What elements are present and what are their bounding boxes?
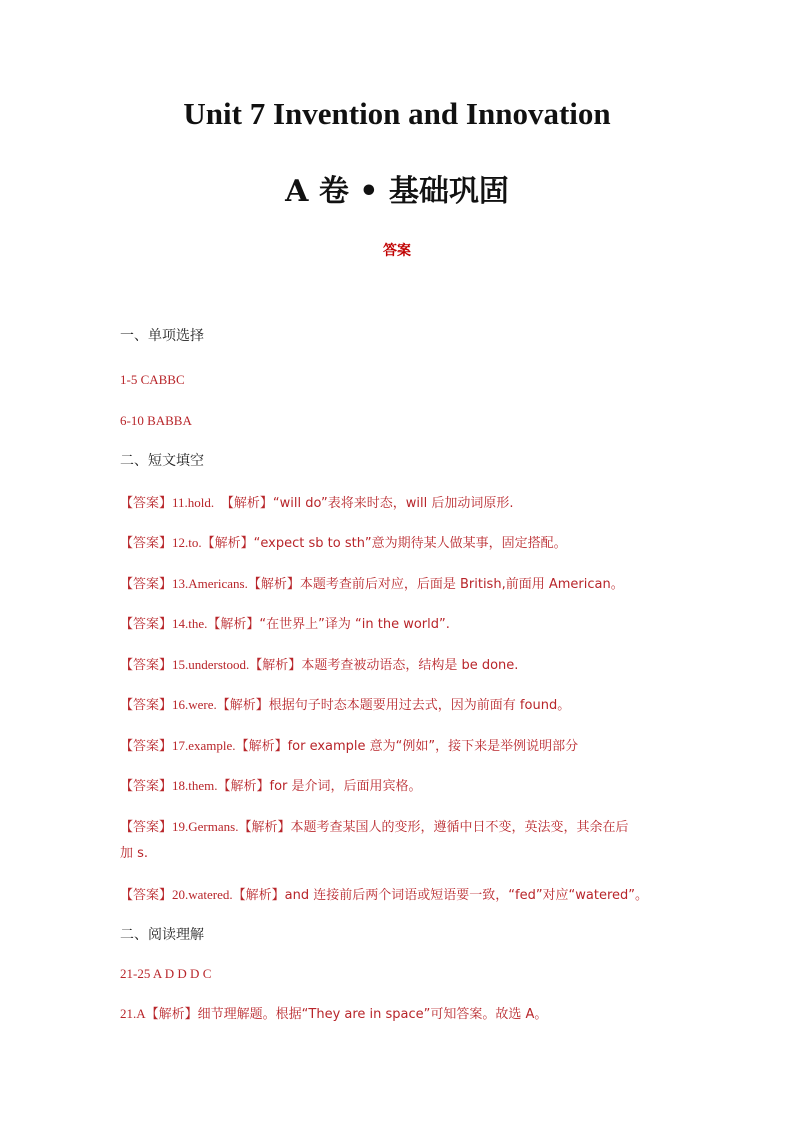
answer-tag: 【答案】 bbox=[120, 577, 173, 592]
answer-tag: 【答案】 bbox=[120, 617, 173, 632]
answer-item-14 bbox=[120, 610, 680, 638]
answer-item-19 bbox=[120, 813, 680, 841]
document-title: Unit 7 Invention and Innovation bbox=[183, 96, 611, 131]
answer-number: 15.understood. bbox=[172, 657, 250, 672]
analysis-tag: 【解析】 bbox=[220, 496, 273, 511]
answer-tag: 【答案】 bbox=[120, 888, 173, 903]
answer-tag: 【答案】 bbox=[120, 820, 173, 835]
analysis-text: “will do”表将来时态，will 后加动词原形. bbox=[272, 496, 514, 511]
analysis-text: 本题考查前后对应，后面是 British,前面用 American。 bbox=[299, 577, 624, 592]
answer-item-19-continued: 加 s. bbox=[120, 846, 149, 861]
analysis-text: for example 意为“例如”，接下来是举例说明部分 bbox=[287, 739, 579, 754]
answer-number: 14.the. bbox=[172, 616, 208, 631]
analysis-tag: 【解析】 bbox=[249, 658, 302, 673]
analysis-tag: 【解析】 bbox=[145, 1007, 198, 1022]
answer-number: 17.example. bbox=[172, 738, 236, 753]
answer-tag: 【答案】 bbox=[120, 496, 173, 511]
answer-line-6-10: 6-10 BABBA bbox=[120, 413, 192, 428]
answer-item-11 bbox=[120, 489, 680, 517]
analysis-text: 根据句子时态本题要用过去式，因为前面有 found。 bbox=[268, 698, 571, 713]
answer-line-1-5: 1-5 CABBC bbox=[120, 372, 185, 387]
answer-item-20 bbox=[120, 881, 680, 909]
analysis-text: for 是介词，后面用宾格。 bbox=[269, 779, 422, 794]
analysis-text: “expect sb to sth”意为期待某人做某事，固定搭配。 bbox=[253, 536, 567, 551]
answer-item-17 bbox=[120, 732, 680, 760]
answer-number: 19.Germans. bbox=[172, 819, 239, 834]
document-subtitle: A 卷 • 基础巩固 bbox=[285, 174, 509, 209]
analysis-tag: 【解析】 bbox=[235, 739, 288, 754]
analysis-text: and 连接前后两个词语或短语要一致，“fed”对应“watered”。 bbox=[284, 888, 649, 903]
section-heading-multiple-choice: 一、单项选择 bbox=[120, 328, 204, 344]
answer-number: 13.Americans. bbox=[172, 576, 248, 591]
answer-number: 21.A bbox=[120, 1006, 146, 1021]
analysis-tag: 【解析】 bbox=[217, 779, 270, 794]
analysis-tag: 【解析】 bbox=[207, 617, 260, 632]
answer-item-12 bbox=[120, 529, 680, 557]
answer-tag: 【答案】 bbox=[120, 698, 173, 713]
answer-number: 11.hold. bbox=[172, 495, 215, 510]
answer-item-15 bbox=[120, 651, 680, 679]
answer-tag: 【答案】 bbox=[120, 658, 173, 673]
section-heading-cloze: 二、短文填空 bbox=[120, 453, 204, 469]
section-heading-reading: 二、阅读理解 bbox=[120, 927, 204, 943]
analysis-tag: 【解析】 bbox=[238, 820, 291, 835]
analysis-tag: 【解析】 bbox=[247, 577, 300, 592]
answer-number: 18.them. bbox=[172, 778, 218, 793]
answer-tag: 【答案】 bbox=[120, 779, 173, 794]
answer-number: 16.were. bbox=[172, 697, 217, 712]
analysis-text: 本题考查某国人的变形，遵循中日不变，英法变，其余在后 bbox=[290, 820, 629, 835]
reading-item-21 bbox=[120, 1000, 680, 1028]
analysis-tag: 【解析】 bbox=[216, 698, 269, 713]
answer-number: 20.watered. bbox=[172, 887, 233, 902]
answer-number: 12.to. bbox=[172, 535, 202, 550]
analysis-text: 细节理解题。根据“They are in space”可知答案。故选 A。 bbox=[197, 1007, 548, 1022]
answer-item-18 bbox=[120, 772, 680, 800]
analysis-tag: 【解析】 bbox=[201, 536, 254, 551]
answer-tag: 【答案】 bbox=[120, 739, 173, 754]
answer-item-16 bbox=[120, 691, 680, 719]
answer-line-21-25: 21-25 A D D D C bbox=[120, 966, 212, 981]
answer-label: 答案 bbox=[383, 243, 411, 259]
answer-item-13 bbox=[120, 570, 680, 598]
analysis-text: 本题考查被动语态，结构是 be done. bbox=[301, 658, 519, 673]
answer-tag: 【答案】 bbox=[120, 536, 173, 551]
analysis-tag: 【解析】 bbox=[232, 888, 285, 903]
analysis-text: “在世界上”译为 “in the world”. bbox=[259, 617, 450, 632]
